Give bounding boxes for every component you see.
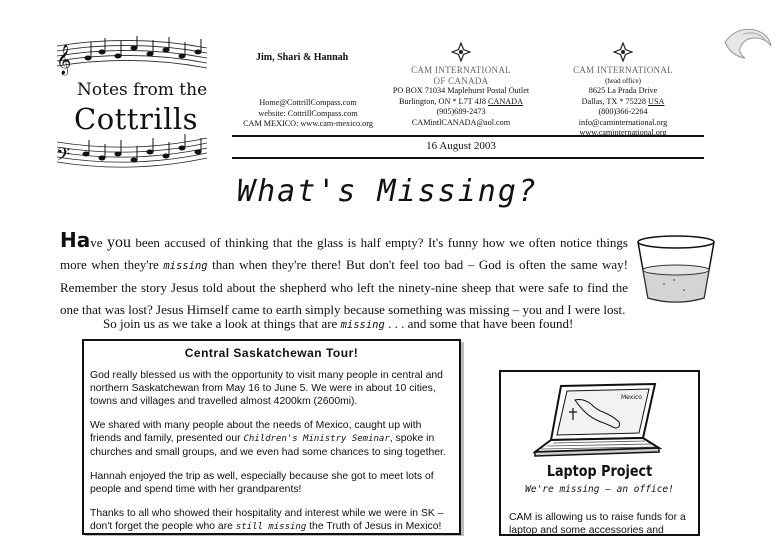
laptop-illustration — [533, 382, 671, 466]
svg-text:𝄢: 𝄢 — [56, 145, 71, 170]
website-link[interactable]: website: CottrillCompass.com — [258, 108, 358, 118]
cam-canada-address-2: Burlington, ON * L7T 4J8 CANADA — [398, 96, 524, 106]
cam-intl-phone: (800)366-2264 — [598, 107, 648, 116]
tour-paragraph-4: Thanks to all who showed their hospitality and interest while we were in SK – don't forget the people who are still missing the Truth of Jesus in Mexico! — [90, 508, 444, 532]
cam-intl-address-1: 8625 La Prada Drive — [588, 86, 658, 95]
laptop-project-text: CAM is allowing us to raise funds for a laptop and some accessories and — [509, 512, 686, 536]
intro-dropcap: Ha — [60, 228, 91, 252]
music-staff-bottom — [52, 130, 212, 170]
tour-paragraph-2: We shared with many people about the needs of Mexico, caught up with friends and family, presented our Children's Ministry Seminar, spoke in churches and small groups, and we even had some chances to sing together. — [90, 420, 446, 458]
contact-block — [238, 98, 378, 130]
logo-subtitle: Notes from the — [77, 80, 208, 100]
newsletter-date: 16 August 2003 — [426, 140, 496, 152]
cam-canada-address-1: PO BOX 71034 Maplehurst Postal Outlet — [392, 86, 530, 95]
logo-title: Cottrills — [74, 102, 199, 136]
cam-mexico-link[interactable]: CAM MEXICO: www.cam-mexico.org — [243, 119, 373, 128]
header-rule-top — [232, 135, 704, 137]
laptop-project-handwritten: We're missing – an office! — [525, 484, 674, 495]
laptop-screen-label: Mexico — [621, 394, 642, 401]
home-email[interactable]: Home@CottrillCompass.com — [259, 98, 357, 107]
tour-paragraph-1: God really blessed us with the opportunity to visit many people in central and northern Saskatchewan from May 16 to June 5. We were in about 10 cities, towns and villages and travelled almost 4200km (2600mi). — [90, 370, 443, 407]
paper-clip-corner — [715, 20, 775, 62]
laptop-project-title: Laptop Project — [546, 462, 653, 480]
page-title: What's Missing? — [237, 174, 538, 209]
cam-intl-address-2: Dallas, TX * 75228 USA — [581, 96, 665, 106]
cam-intl-website[interactable]: www.caminternational.org — [579, 128, 667, 137]
cam-intl-sub: (head office) — [605, 76, 641, 85]
cam-canada-email[interactable]: CAMintlCANADA@aol.com — [411, 117, 511, 127]
cam-canada-block — [380, 42, 542, 128]
svg-text:𝄞: 𝄞 — [56, 45, 72, 75]
music-staff-top — [52, 36, 212, 76]
cam-cross-icon — [613, 42, 633, 62]
header-rule-bottom — [232, 157, 704, 159]
tour-article-box — [82, 339, 461, 535]
tour-paragraph-3: Hannah enjoyed the trip as well, especially because she got to meet lots of people and spend time with her grandparents! — [90, 471, 434, 495]
cam-intl-block — [567, 42, 679, 139]
family-names: Jim, Shari & Hannah — [256, 52, 349, 63]
intro-closing-line: So join us as we take a look at things that are missing . . . and some that have been found! — [103, 316, 574, 331]
cam-canada-name-2: OF CANADA — [433, 75, 489, 86]
cam-canada-name-1: CAM INTERNATIONAL — [411, 65, 511, 75]
cam-intl-email[interactable]: info@caminternational.org — [578, 117, 668, 127]
laptop-project-box — [499, 370, 700, 536]
cam-canada-phone: (905)689-2473 — [436, 107, 486, 116]
cam-intl-name: CAM INTERNATIONAL — [573, 65, 673, 75]
intro-paragraph: Have you been accused of thinking that the glass is half empty? It's funny how we often notice things more when they're missing than when they're there! But don't feel too bad – God is often the same way! Remember the story Jesus told about the shepherd who left the ninety-nine sheep that were safe to find the one that was lost? Jesus Himself came to earth simply because something was missing – you and I were lost. — [60, 228, 628, 317]
cam-cross-icon — [451, 42, 471, 62]
half-empty-glass-image — [634, 234, 718, 306]
tour-heading: Central Saskatchewan Tour! — [184, 346, 359, 360]
